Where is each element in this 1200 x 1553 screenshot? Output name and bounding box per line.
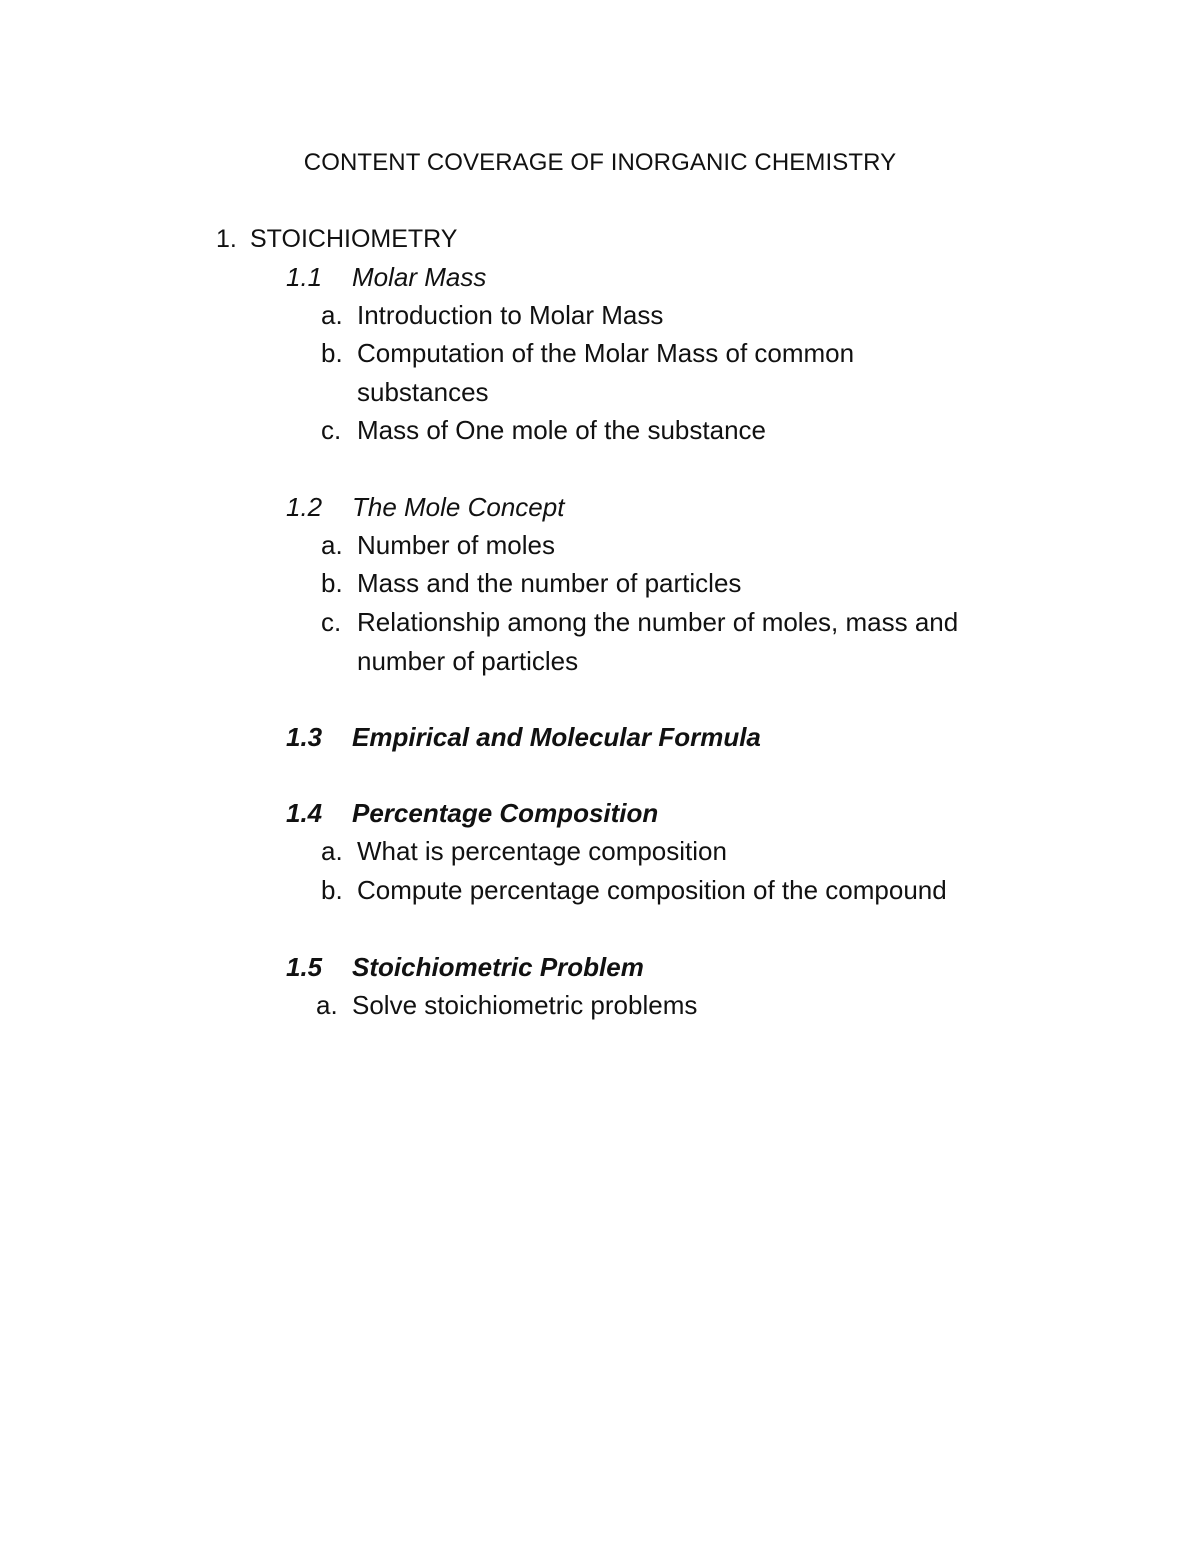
list-item [321,564,1041,603]
list-item [321,526,1041,565]
section-number: 1.3 [286,722,323,752]
list-item [316,986,1041,1025]
chapter-number: 1. [216,225,237,253]
list-item-text: Mass of One mole of the substance [357,415,766,445]
list-item [321,296,1041,335]
list-item-text: Solve stoichiometric problems [352,990,698,1020]
section-label: Molar Mass [352,262,487,292]
section-number: 1.5 [286,952,323,982]
section-heading-1-1 [286,260,486,294]
list-item [321,411,1041,450]
list-item [321,832,1041,871]
section-label: Percentage Composition [352,798,659,828]
list-item [321,871,1041,910]
list-marker: a. [316,990,338,1020]
list-item-text: What is percentage composition [357,836,727,866]
list-marker: b. [321,338,343,368]
list-marker: c. [321,607,342,637]
list-item [321,334,931,411]
document-title: CONTENT COVERAGE OF INORGANIC CHEMISTRY [303,149,897,176]
list-item-text: Introduction to Molar Mass [357,300,664,330]
list-marker: c. [321,415,342,445]
section-number: 1.1 [286,262,323,292]
list-marker: b. [321,568,343,598]
list-marker: a. [321,836,343,866]
section-number: 1.2 [286,492,323,522]
chapter-heading [216,222,457,256]
chapter-label: STOICHIOMETRY [250,225,458,253]
list-marker: a. [321,300,343,330]
section-heading-1-3 [286,720,761,754]
list-item-text: Mass and the number of particles [357,568,742,598]
section-label: Empirical and Molecular Formula [352,722,761,752]
section-label: Stoichiometric Problem [352,952,644,982]
list-item [321,603,1041,680]
list-item-text: Relationship among the number of moles, mass and number of particles [357,607,959,676]
section-number: 1.4 [286,798,323,828]
list-item-text: Number of moles [357,530,555,560]
list-item-text: Computation of the Molar Mass of common substances [357,338,855,407]
section-heading-1-4 [286,796,658,830]
list-item-text: Compute percentage composition of the compound [357,875,947,905]
section-heading-1-2 [286,490,564,524]
list-marker: b. [321,875,343,905]
section-label: The Mole Concept [352,492,565,522]
list-marker: a. [321,530,343,560]
section-heading-1-5 [286,950,644,984]
